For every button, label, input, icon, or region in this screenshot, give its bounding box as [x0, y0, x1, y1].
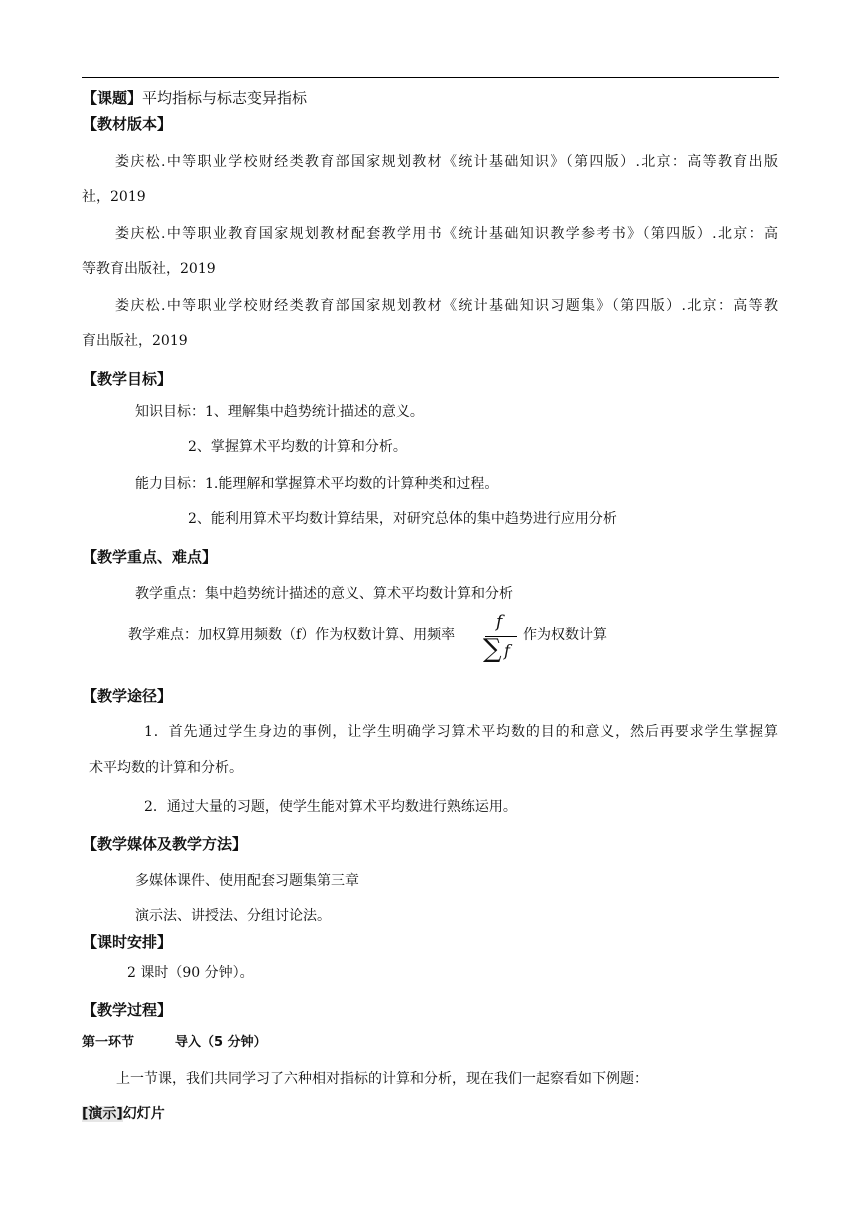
header-rule	[82, 77, 779, 78]
media-item-2: 演示法、讲授法、分组讨论法。	[135, 908, 331, 924]
focus-difficulty-suffix: 作为权数计算	[523, 627, 607, 643]
approach-step-2: 2．通过大量的习题，使学生能对算术平均数进行熟练运用。	[144, 799, 517, 815]
goal-ability-1: 能力目标：1.能理解和掌握算术平均数的计算种类和过程。	[135, 476, 499, 492]
topic-label: 【课题】	[82, 89, 143, 107]
edition-heading: 【教材版本】	[82, 115, 173, 133]
goal-knowledge-1: 知识目标：1、理解集中趋势统计描述的意义。	[135, 404, 424, 420]
goal-knowledge-2: 2、掌握算术平均数的计算和分析。	[188, 439, 407, 455]
media-item-1: 多媒体课件、使用配套习题集第三章	[135, 873, 359, 889]
edition-ref-1-line-2: 社，2019	[82, 189, 146, 205]
frequency-fraction-formula	[483, 612, 519, 662]
goal-ability-2: 2、能利用算术平均数计算结果，对研究总体的集中趋势进行应用分析	[188, 511, 617, 527]
demo-label: 幻灯片	[122, 1106, 165, 1122]
edition-ref-2-line-2: 等教育出版社，2019	[82, 261, 216, 277]
focus-heading: 【教学重点、难点】	[82, 548, 218, 566]
schedule-heading: 【课时安排】	[82, 933, 173, 951]
stage-label: 第一环节	[82, 1035, 135, 1050]
approach-step-1-line-1: 1．首先通过学生身边的事例，让学生明确学习算术平均数的目的和意义，然后再要求学生掌握算	[144, 724, 778, 740]
process-heading: 【教学过程】	[82, 1001, 173, 1019]
focus-key-point: 教学重点：集中趋势统计描述的意义、算术平均数计算和分析	[135, 586, 513, 602]
approach-step-1-line-2: 术平均数的计算和分析。	[89, 760, 243, 776]
fraction-denominator: f	[504, 641, 510, 660]
edition-ref-3-line-2: 育出版社，2019	[82, 333, 188, 349]
focus-difficulty-text: 教学难点：加权算用频数（f）作为权数计算、用频率	[128, 627, 456, 643]
stage-title: 导入（5 分钟）	[175, 1035, 267, 1050]
goals-heading: 【教学目标】	[82, 370, 173, 388]
topic-title: 平均指标与标志变异指标	[142, 89, 308, 107]
topic-line	[82, 87, 307, 109]
media-heading: 【教学媒体及教学方法】	[82, 835, 248, 853]
fraction-numerator: f	[496, 612, 503, 632]
intro-paragraph: 上一节课，我们共同学习了六种相对指标的计算和分析，现在我们一起察看如下例题：	[116, 1071, 648, 1087]
approach-heading: 【教学途径】	[82, 687, 173, 705]
demo-tag: [演示]	[82, 1106, 123, 1122]
edition-ref-2-line-1: 娄庆松.中等职业教育国家规划教材配套教学用书《统计基础知识教学参考书》（第四版）.北京：高	[115, 226, 778, 242]
sigma-symbol: ∑	[483, 634, 502, 664]
edition-ref-1-line-1: 娄庆松.中等职业学校财经类教育部国家规划教材《统计基础知识》（第四版）.北京：高等教育出版	[115, 154, 778, 170]
demo-line	[82, 1104, 165, 1124]
edition-ref-3-line-1: 娄庆松.中等职业学校财经类教育部国家规划教材《统计基础知识习题集》（第四版）.北京：高等教	[115, 298, 778, 314]
schedule-value: 2 课时（90 分钟）。	[127, 965, 254, 981]
